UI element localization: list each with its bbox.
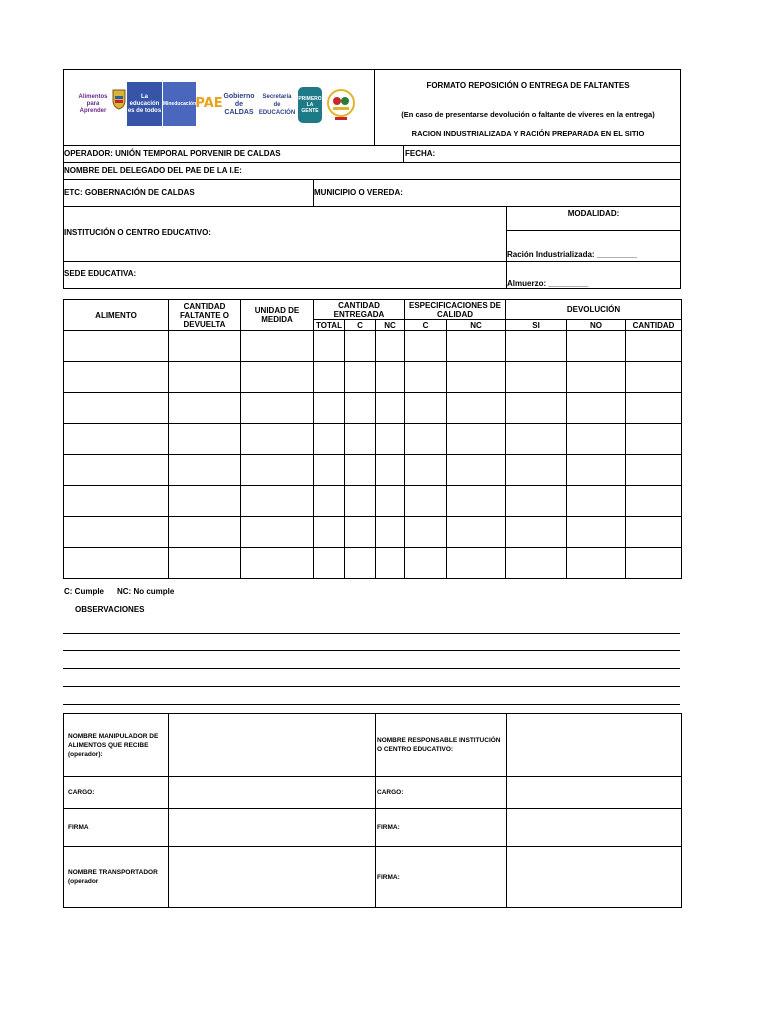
fecha-field[interactable]: FECHA:: [405, 149, 436, 158]
cell[interactable]: [169, 455, 241, 486]
cell[interactable]: [241, 548, 314, 579]
col-cantidad-entregada: CANTIDAD ENTREGADA: [314, 300, 405, 320]
cell[interactable]: [314, 455, 345, 486]
cell[interactable]: [567, 424, 626, 455]
cell[interactable]: [447, 548, 506, 579]
cell[interactable]: [567, 331, 626, 362]
table-row: [64, 548, 682, 579]
observation-line[interactable]: [63, 686, 680, 687]
cell[interactable]: [567, 486, 626, 517]
manipulador-input[interactable]: [169, 714, 376, 777]
cell[interactable]: [405, 331, 447, 362]
racion-industrializada-field[interactable]: Ración Industrializada: _________: [507, 250, 637, 259]
cell[interactable]: [169, 548, 241, 579]
col-no: NO: [567, 320, 626, 331]
cell[interactable]: [169, 424, 241, 455]
info-line: [63, 179, 681, 180]
table-row: [64, 393, 682, 424]
cell[interactable]: [626, 362, 682, 393]
cell[interactable]: [241, 486, 314, 517]
cell[interactable]: [376, 362, 405, 393]
cell[interactable]: [345, 548, 376, 579]
info-line: [63, 162, 681, 163]
col-total: TOTAL: [314, 320, 345, 331]
cell[interactable]: [64, 393, 169, 424]
delegado-field[interactable]: NOMBRE DEL DELEGADO DEL PAE DE LA I.E:: [64, 166, 242, 175]
manipulador-label: NOMBRE MANIPULADOR DE ALIMENTOS QUE RECIBE (operador):: [64, 714, 169, 777]
cargo-left-input[interactable]: [169, 777, 376, 809]
cell[interactable]: [64, 362, 169, 393]
info-line: [63, 206, 681, 207]
cell[interactable]: [314, 424, 345, 455]
cell[interactable]: [169, 331, 241, 362]
colombia-shield-icon: [112, 88, 126, 110]
cell[interactable]: [314, 331, 345, 362]
cell[interactable]: [626, 331, 682, 362]
faltantes-table: [63, 299, 682, 579]
transportador-label: NOMBRE TRANSPORTADOR (operador: [64, 847, 169, 908]
col-devolucion: DEVOLUCIÓN: [506, 300, 682, 320]
cell[interactable]: [376, 486, 405, 517]
cell[interactable]: [567, 362, 626, 393]
col-nc: NC: [376, 320, 405, 331]
cell[interactable]: [64, 517, 169, 548]
cell[interactable]: [345, 486, 376, 517]
cell[interactable]: [447, 486, 506, 517]
cell[interactable]: [314, 548, 345, 579]
cell[interactable]: [376, 455, 405, 486]
cell[interactable]: [447, 424, 506, 455]
cell[interactable]: [447, 393, 506, 424]
cell[interactable]: [241, 331, 314, 362]
observation-line[interactable]: [63, 650, 680, 651]
cell[interactable]: [241, 424, 314, 455]
col-calidad-c: C: [405, 320, 447, 331]
etc-label: ETC: GOBERNACIÓN DE CALDAS: [64, 188, 195, 197]
cell[interactable]: [626, 424, 682, 455]
col-unidad-medida: UNIDAD DE MEDIDA: [241, 300, 314, 331]
cell[interactable]: [447, 517, 506, 548]
cell[interactable]: [314, 393, 345, 424]
cell[interactable]: [314, 486, 345, 517]
firma-right-label: FIRMA:: [376, 809, 507, 847]
cell[interactable]: [506, 331, 567, 362]
firma-right2-input[interactable]: [507, 847, 682, 908]
table-row: [64, 362, 682, 393]
cell[interactable]: [376, 517, 405, 548]
cell[interactable]: [314, 517, 345, 548]
caldas-logo: Gobierno de CALDAS: [223, 93, 255, 116]
cell[interactable]: [506, 517, 567, 548]
cell[interactable]: [405, 424, 447, 455]
cell[interactable]: [64, 548, 169, 579]
operador-label: OPERADOR: UNIÓN TEMPORAL PORVENIR DE CALDAS: [64, 149, 281, 158]
info-right-border: [680, 146, 681, 289]
cell[interactable]: [506, 393, 567, 424]
cell[interactable]: [241, 455, 314, 486]
cell[interactable]: [241, 393, 314, 424]
transportador-input[interactable]: [169, 847, 376, 908]
cell[interactable]: [376, 393, 405, 424]
cell[interactable]: [376, 424, 405, 455]
cell[interactable]: [567, 517, 626, 548]
cell[interactable]: [567, 455, 626, 486]
cell[interactable]: [169, 362, 241, 393]
pae-logo: PAE: [195, 95, 223, 111]
aprender-logo: Alimentos para Aprender: [78, 93, 108, 114]
firma-left-label: FIRMA: [64, 809, 169, 847]
responsable-input[interactable]: [507, 714, 682, 777]
cell[interactable]: [169, 486, 241, 517]
cell[interactable]: [345, 393, 376, 424]
cell[interactable]: [405, 486, 447, 517]
school-meal-emblem-icon: [326, 88, 356, 122]
cell[interactable]: [345, 362, 376, 393]
cell[interactable]: [405, 455, 447, 486]
table-row: [64, 331, 682, 362]
info-line: [506, 230, 681, 231]
cell[interactable]: [345, 517, 376, 548]
cell[interactable]: [376, 548, 405, 579]
col-calidad-nc: NC: [447, 320, 506, 331]
table-row: [64, 455, 682, 486]
cell[interactable]: [405, 548, 447, 579]
cell[interactable]: [447, 331, 506, 362]
observaciones-label: OBSERVACIONES: [75, 605, 145, 614]
col-especificaciones: ESPECIFICACIONES DE CALIDAD: [405, 300, 506, 320]
observation-line[interactable]: [63, 633, 680, 634]
firma-right2-label: FIRMA:: [376, 847, 507, 908]
cell[interactable]: [314, 362, 345, 393]
cell[interactable]: [64, 424, 169, 455]
modalidad-label: MODALIDAD:: [567, 209, 620, 218]
table-row: [64, 424, 682, 455]
form-subtitle-racion: RACION INDUSTRIALIZADA Y RACIÓN PREPARADA EN EL SITIO: [411, 129, 645, 138]
cell[interactable]: [626, 455, 682, 486]
cell[interactable]: [405, 362, 447, 393]
secretaria-educacion-logo: Secretaría de EDUCACIÓN: [258, 94, 296, 116]
cell[interactable]: [447, 362, 506, 393]
cargo-right-label: CARGO:: [376, 777, 507, 809]
almuerzo-field[interactable]: Almuerzo: _________: [507, 279, 589, 288]
cell[interactable]: [506, 455, 567, 486]
cell[interactable]: [567, 548, 626, 579]
cell[interactable]: [64, 331, 169, 362]
info-divider-fecha: [403, 146, 404, 162]
legend-no-cumple: NC: No cumple: [117, 587, 175, 596]
col-si: SI: [506, 320, 567, 331]
col-cantidad-faltante: CANTIDAD FALTANTE O DEVUELTA: [169, 300, 241, 331]
observation-line[interactable]: [63, 668, 680, 669]
cell[interactable]: [169, 393, 241, 424]
signature-row-firma: [64, 809, 682, 847]
form-title: FORMATO REPOSICIÓN O ENTREGA DE FALTANTES: [426, 81, 630, 90]
form-subtitle: (En caso de presentarse devolución o faltante de víveres en la entrega): [401, 110, 655, 119]
cell[interactable]: [626, 517, 682, 548]
signature-row-cargo: [64, 777, 682, 809]
legend-cumple: C: Cumple: [64, 587, 104, 596]
signature-table: [63, 713, 682, 908]
cell[interactable]: [567, 393, 626, 424]
cell[interactable]: [506, 486, 567, 517]
cell[interactable]: [405, 517, 447, 548]
firma-left-input[interactable]: [169, 809, 376, 847]
cell[interactable]: [64, 486, 169, 517]
signature-row-transportador: [64, 847, 682, 908]
col-alimento: ALIMENTO: [64, 300, 169, 331]
cargo-right-input[interactable]: [507, 777, 682, 809]
cell[interactable]: [506, 548, 567, 579]
mineducacion-logo: Mineducación: [163, 82, 196, 126]
cell[interactable]: [626, 548, 682, 579]
cargo-left-label: CARGO:: [64, 777, 169, 809]
institucion-field[interactable]: INSTITUCIÓN O CENTRO EDUCATIVO:: [64, 228, 211, 237]
table-header-row: [64, 300, 682, 320]
cell[interactable]: [345, 455, 376, 486]
col-c: C: [345, 320, 376, 331]
info-line: [63, 261, 681, 262]
cell[interactable]: [506, 424, 567, 455]
cell[interactable]: [506, 362, 567, 393]
cell[interactable]: [345, 424, 376, 455]
cell[interactable]: [241, 517, 314, 548]
cell[interactable]: [169, 517, 241, 548]
cell[interactable]: [447, 455, 506, 486]
table-row: [64, 486, 682, 517]
col-cantidad: CANTIDAD: [626, 320, 682, 331]
cell[interactable]: [405, 393, 447, 424]
educacion-todos-logo: La educación es de todos: [127, 82, 162, 126]
primero-gente-logo: PRIMERO LA GENTE: [298, 87, 322, 123]
responsable-label: NOMBRE RESPONSABLE INSTITUCIÓN O CENTRO EDUCATIVO:: [376, 714, 507, 777]
municipio-field[interactable]: MUNICIPIO O VEREDA:: [314, 188, 403, 197]
sede-field[interactable]: SEDE EDUCATIVA:: [64, 269, 137, 278]
table-row: [64, 517, 682, 548]
cell[interactable]: [345, 331, 376, 362]
cell[interactable]: [64, 455, 169, 486]
cell[interactable]: [376, 331, 405, 362]
firma-right-input[interactable]: [507, 809, 682, 847]
signature-row-names: [64, 714, 682, 777]
cell[interactable]: [626, 486, 682, 517]
observation-line[interactable]: [63, 704, 680, 705]
cell[interactable]: [626, 393, 682, 424]
cell[interactable]: [241, 362, 314, 393]
